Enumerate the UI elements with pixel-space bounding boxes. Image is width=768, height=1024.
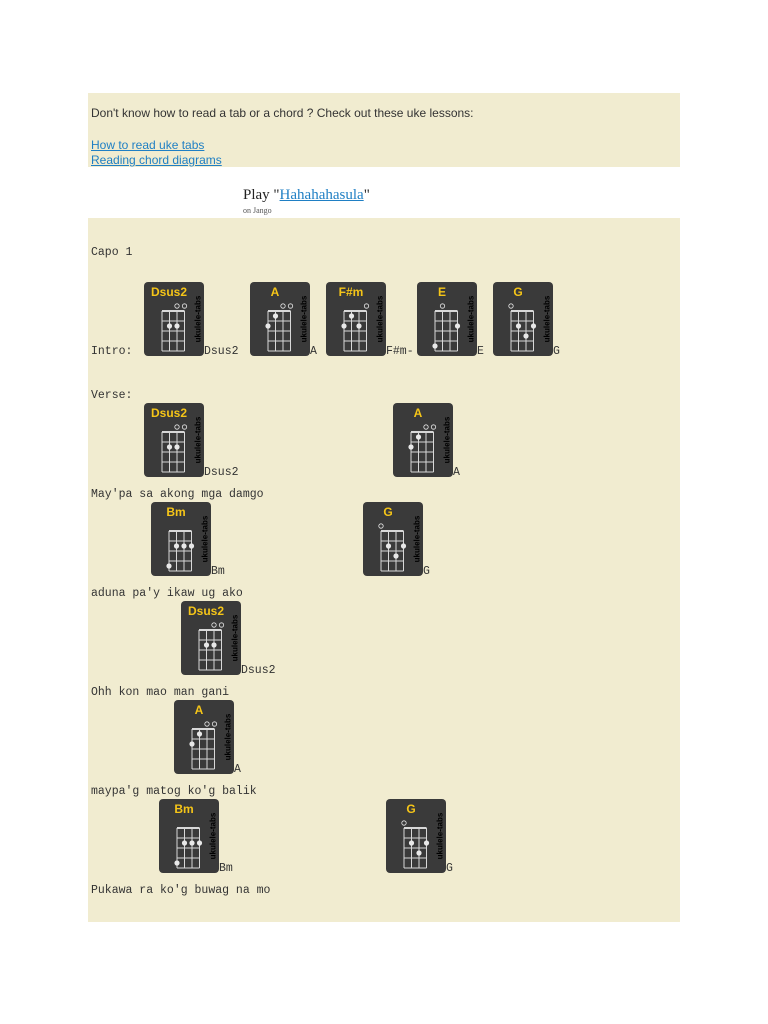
verse-label: Verse: [91,389,133,402]
open-string-marker [175,425,179,429]
open-string-marker [281,304,285,308]
brand-watermark [542,287,552,351]
open-string-marker [509,304,513,308]
brand-watermark [435,804,445,868]
brand-watermark [208,804,218,868]
play-prefix: Play " [243,187,280,203]
brand-text: ukulele-tabs [466,295,476,343]
brand-text: ukulele-tabs [223,713,233,761]
chord-name: F#m [338,285,364,299]
finger-dot [341,323,346,328]
chord-name: Bm [166,505,186,519]
open-string-marker [182,425,186,429]
finger-dot [167,444,172,449]
chord-label: Dsus2 [204,345,239,358]
finger-dot [432,343,437,348]
chord-label: A [453,466,460,479]
brand-watermark [200,507,210,571]
lyric-line: Pukawa ra ko'g buwag na mo [91,884,271,897]
fretboard [427,299,463,353]
fretboard [161,519,197,573]
finger-dot [166,563,171,568]
brand-watermark [193,408,203,472]
capo-label: Capo 1 [91,246,133,259]
chord-diagram-dsus2[interactable] [181,601,241,675]
chord-name: A [413,406,423,420]
chord-diagram-bm[interactable] [151,502,211,576]
finger-dot [189,741,194,746]
fretboard [154,420,190,474]
open-string-marker [212,722,216,726]
fretboard [336,299,372,353]
open-string-marker [364,304,368,308]
open-string-marker [431,425,435,429]
open-string-marker [205,722,209,726]
fretboard [184,717,220,771]
chord-label: F#m- [386,345,414,358]
song-link[interactable]: Hahahahasula [279,187,364,203]
finger-dot [204,642,209,647]
finger-dot [455,323,460,328]
fretboard [403,420,439,474]
finger-dot [416,434,421,439]
chord-diagram-fsharp-m[interactable] [326,282,386,356]
brand-text: ukulele-tabs [299,295,309,343]
chord-diagram-g[interactable] [386,799,446,873]
link-reading-chord-diagrams[interactable]: Reading chord diagrams [91,153,222,167]
chord-label: Dsus2 [241,664,276,677]
brand-text: ukulele-tabs [200,515,210,563]
chord-diagram-bm[interactable] [159,799,219,873]
open-string-marker [219,623,223,627]
finger-dot [424,840,429,845]
brand-text: ukulele-tabs [442,416,452,464]
brand-watermark [442,408,452,472]
chord-name: Dsus2 [187,604,225,618]
open-string-marker [182,304,186,308]
finger-dot [416,850,421,855]
brand-watermark [193,287,203,351]
finger-dot [181,543,186,548]
chord-label: G [423,565,430,578]
chord-label: A [234,763,241,776]
fretboard [373,519,409,573]
open-string-marker [212,623,216,627]
brand-text: ukulele-tabs [208,812,218,860]
finger-dot [174,543,179,548]
open-string-marker [288,304,292,308]
finger-dot [356,323,361,328]
finger-dot [401,543,406,548]
finger-dot [189,543,194,548]
lyric-line: May'pa sa akong mga damgo [91,488,264,501]
chord-name: A [194,703,204,717]
chord-label: Bm [211,565,225,578]
chord-diagram-a[interactable] [174,700,234,774]
chord-diagram-a[interactable] [250,282,310,356]
finger-dot [174,860,179,865]
finger-dot [409,840,414,845]
chord-name: G [513,285,523,299]
brand-watermark [230,606,240,670]
chord-diagram-a[interactable] [393,403,453,477]
chord-name: Bm [174,802,194,816]
finger-dot [167,323,172,328]
finger-dot [197,731,202,736]
lessons-intro: Don't know how to read a tab or a chord ? Check out these uke lessons: [91,106,474,120]
open-string-marker [424,425,428,429]
fretboard [503,299,539,353]
brand-watermark [223,705,233,769]
chord-diagram-e[interactable] [417,282,477,356]
brand-text: ukulele-tabs [412,515,422,563]
chord-name: G [383,505,393,519]
brand-watermark [466,287,476,351]
chord-name: Dsus2 [150,406,188,420]
finger-dot [273,313,278,318]
open-string-marker [175,304,179,308]
chord-label: Dsus2 [204,466,239,479]
lyric-line: maypa'g matog ko'g balik [91,785,257,798]
open-string-marker [402,821,406,825]
finger-dot [174,323,179,328]
finger-dot [265,323,270,328]
fretboard [154,299,190,353]
finger-dot [189,840,194,845]
brand-text: ukulele-tabs [193,416,203,464]
chord-name: G [406,802,416,816]
finger-dot [393,553,398,558]
brand-text: ukulele-tabs [193,295,203,343]
jango-source: on Jango [243,206,272,215]
fretboard [191,618,227,672]
chord-label: G [446,862,453,875]
chord-diagram-dsus2[interactable] [144,403,204,477]
finger-dot [531,323,536,328]
fretboard [169,816,205,870]
finger-dot [408,444,413,449]
chord-name: Dsus2 [150,285,188,299]
finger-dot [349,313,354,318]
finger-dot [523,333,528,338]
brand-watermark [412,507,422,571]
fretboard [260,299,296,353]
finger-dot [182,840,187,845]
lyric-line: Ohh kon mao man gani [91,686,230,699]
chord-diagram-dsus2[interactable] [144,282,204,356]
brand-text: ukulele-tabs [435,812,445,860]
chord-name: E [437,285,446,299]
chord-diagram-g[interactable] [493,282,553,356]
intro-label: Intro: [91,345,133,358]
open-string-marker [440,304,444,308]
brand-text: ukulele-tabs [542,295,552,343]
fretboard [396,816,432,870]
brand-text: ukulele-tabs [230,614,240,662]
play-suffix: " [363,187,370,203]
brand-watermark [299,287,309,351]
finger-dot [211,642,216,647]
chord-diagram-g[interactable] [363,502,423,576]
open-string-marker [379,524,383,528]
chord-label: E [477,345,484,358]
chord-label: Bm [219,862,233,875]
link-read-uke-tabs[interactable]: How to read uke tabs [91,138,205,152]
chord-name: A [270,285,280,299]
lyric-line: aduna pa'y ikaw ug ako [91,587,243,600]
chord-label: G [553,345,560,358]
finger-dot [386,543,391,548]
brand-watermark [375,287,385,351]
finger-dot [174,444,179,449]
play-song [243,187,370,204]
brand-text: ukulele-tabs [375,295,385,343]
finger-dot [516,323,521,328]
chord-label: A [310,345,317,358]
finger-dot [197,840,202,845]
